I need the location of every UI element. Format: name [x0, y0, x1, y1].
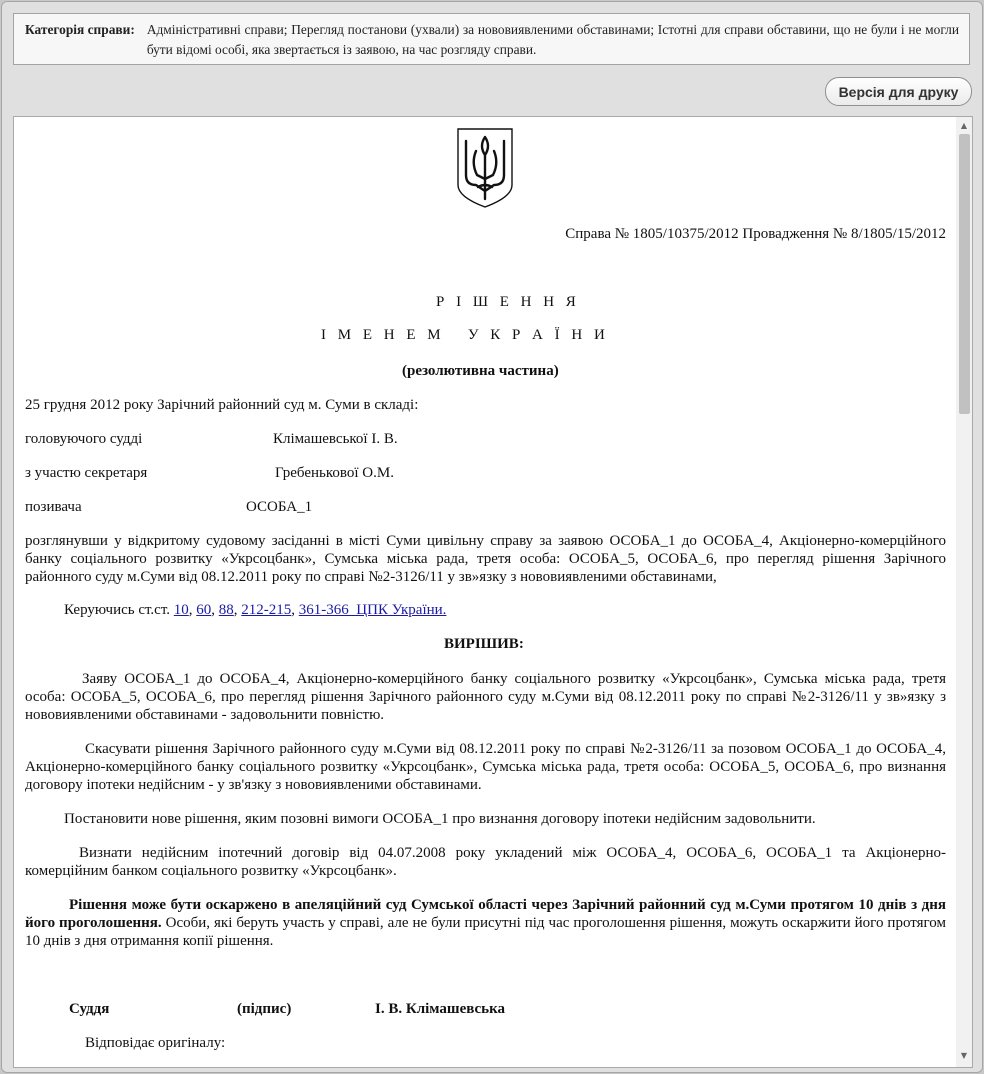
document-viewer[interactable]	[13, 116, 973, 1068]
case-category-value: Адміністративні справи; Перегляд постанови (ухвали) за нововиявленими обставинами; Істотні для справи обставини, що не були і не могли бути відомі особі, яка звертається із заявою, на час розгляду справи.	[146, 22, 959, 57]
document-scrollbar[interactable]	[956, 117, 972, 1067]
print-version-button[interactable]: Версія для друку	[825, 77, 972, 106]
signature-judge-name: І. В. Клімашевська	[375, 1001, 506, 1017]
certified-copy-line: Відповідає оригіналу:	[85, 1035, 226, 1051]
plaintiff-role: позивача	[25, 499, 82, 515]
article-link-361-366[interactable]: 361-366 ЦПК України.	[298, 602, 447, 618]
article-link-212-215[interactable]: 212-215	[241, 602, 292, 618]
judge-role: головуючого судді	[25, 431, 143, 447]
guided-by-line: Керуючись ст.ст. 10, 60, 88, 212-215, 361-366 ЦПК України.	[64, 602, 447, 618]
document-part: (резолютивна частина)	[402, 363, 559, 379]
signature-judge-label: Суддя	[69, 1001, 110, 1017]
judge-name: Клімашевської І. В.	[273, 431, 398, 447]
secretary-name: Гребенькової О.М.	[275, 465, 394, 481]
document-subtitle: І М Е Н Е М У К Р А Ї Н И	[321, 327, 609, 343]
plaintiff-name: ОСОБА_1	[246, 499, 313, 515]
case-number: Справа № 1805/10375/2012 Провадження № 8/1805/15/2012	[565, 226, 946, 242]
decision-paragraph-3: Постановити нове рішення, яким позовні вимоги ОСОБА_1 про визнання договору іпотеки недійсним задовольнити.	[64, 811, 816, 827]
considered-paragraph: розглянувши у відкритому судовому засіданні в місті Суми цивільну справу за заявою ОСОБА_1 до ОСОБА_4, Акціонерно-комерційного банку соціального розвитку «Укрсоцбанк», Сумська міська рада, третя особа: ОСОБА_5, ОСОБА_6, про перегляд рішення Зарічного районного суду м.Суми від 08.12.2011 року по справі №2-3126/11 у зв»язку з нововиявленими обставинами,	[25, 533, 946, 585]
decision-paragraph-2: Скасувати рішення Зарічного районного суду м.Суми від 08.12.2011 року по справі №2-3126/11 за позовом ОСОБА_1 до ОСОБА_4, Акціонерно-комерційного банку соціального розвитку «Укрсоцбанк», Сумська міська рада, третя особа: ОСОБА_5, ОСОБА_6, про визнання договору іпотеки недійсним - у зв'язку з нововиявленими обставинами.	[25, 741, 946, 793]
article-link-88[interactable]: 88	[218, 602, 234, 618]
document-title: Р І Ш Е Н Н Я	[436, 294, 580, 310]
case-category-box	[13, 13, 970, 65]
appeal-bold-text: Рішення може бути оскаржено в апеляційний суд Сумської області через Зарічний районний суд м.Суми протягом 10 днів з дня його проголошення.	[25, 897, 946, 931]
signature-placeholder: (підпис)	[237, 1001, 292, 1017]
article-link-60[interactable]: 60	[196, 602, 212, 618]
guided-prefix: Керуючись ст.ст.	[64, 602, 171, 618]
scrollbar-thumb[interactable]	[959, 134, 970, 414]
intro-line: 25 грудня 2012 року Зарічний районний суд м. Суми в складі:	[25, 397, 419, 413]
decision-paragraph-1: Заяву ОСОБА_1 до ОСОБА_4, Акціонерно-комерційного банку соціального розвитку «Укрсоцбанк», Сумська міська рада, третя особа: ОСОБА_5, ОСОБА_6, про перегляд рішення Зарічного районного суду м.Суми від 08.12.2011 року по справі №2-3126/11 у зв»язку з нововиявленими обставинами - задовольнити повністю.	[25, 671, 946, 723]
trident-emblem-icon	[455, 127, 515, 209]
appeal-rest-text: Особи, які беруть участь у справі, але не були присутні під час проголошення рішення, можуть оскаржити його протягом 10 днів з дня отримання копії рішення.	[25, 915, 946, 949]
secretary-role: з участю секретаря	[25, 465, 148, 481]
decided-heading: ВИРІШИВ:	[444, 636, 524, 652]
scroll-down-arrow-icon[interactable]: ▼	[960, 1051, 968, 1060]
case-category-label: Категорія справи:	[25, 22, 135, 37]
article-link-10[interactable]: 10	[173, 602, 189, 618]
page-frame	[1, 1, 983, 1073]
appeal-paragraph	[25, 896, 946, 950]
decision-paragraph-4: Визнати недійсним іпотечний договір від 04.07.2008 року укладений між ОСОБА_4, ОСОБА_6, ОСОБА_1 та Акціонерно-комерційним банком соціального розвитку «Укрсоцбанк».	[25, 845, 946, 879]
scroll-up-arrow-icon[interactable]: ▲	[960, 121, 968, 130]
